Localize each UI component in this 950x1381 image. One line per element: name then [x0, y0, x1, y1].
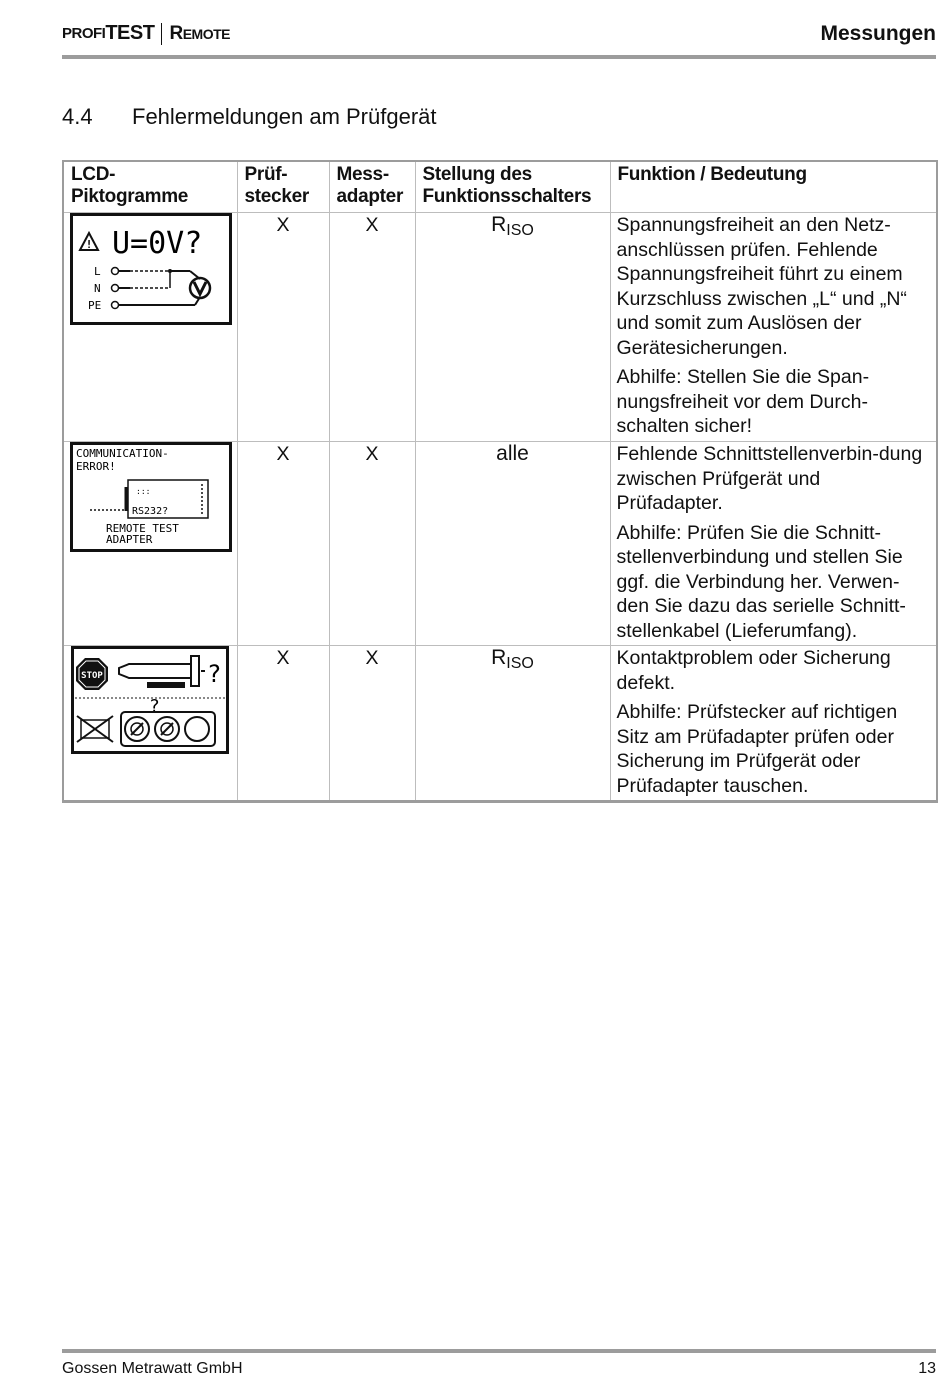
- lcd-voltage-icon: [70, 213, 232, 325]
- footer-company: Gossen Metrawatt GmbH: [62, 1360, 243, 1377]
- table-row: [63, 213, 937, 442]
- switch-position: [415, 442, 610, 646]
- lcd-pictogram-communication: [63, 442, 237, 646]
- page-header: [62, 18, 936, 48]
- lcd-comm-port: RS232?: [132, 506, 169, 517]
- col-header-plug-line1: Prüf-: [244, 164, 288, 185]
- col-header-function: Funktion / Bedeutung: [610, 161, 937, 213]
- brand-remote-initial: R: [169, 22, 183, 44]
- lcd-pictogram-contact: [63, 646, 237, 802]
- function-description: [610, 213, 937, 442]
- col-header-plug-line2: stecker: [244, 186, 309, 207]
- footer-rule: [62, 1349, 936, 1353]
- section-name: Messungen: [820, 22, 936, 45]
- remedy-text: Abhilfe: Prüfstecker auf richtigen Sitz am Prüfadapter prüfen oder Sicherung im Prüfgerät oder Prüfadapter tauschen.: [616, 701, 898, 797]
- col-header-adapter-line2: adapter: [336, 186, 404, 207]
- table-header-row: [63, 161, 937, 213]
- lcd-question-1: ?: [207, 660, 222, 688]
- brand-separator: [161, 23, 162, 45]
- col-header-adapter-line1: Mess-: [336, 164, 389, 185]
- col-header-switch-line2: Funktionsschalters: [422, 186, 592, 207]
- lcd-comm-line2: ERROR!: [76, 460, 116, 473]
- remedy-text: Abhilfe: Prüfen Sie die Schnitt-stellenverbindung und stellen Sie ggf. die Verbindung her. Verwen-den Sie dazu das serielle Schnitt-stellenkabel (Lieferumfang).: [616, 521, 906, 642]
- plug-mark: X: [237, 442, 329, 646]
- table-row: [63, 442, 937, 646]
- brand-test: TEST: [105, 22, 155, 44]
- switch-position: [415, 646, 610, 802]
- col-header-plug: [237, 161, 329, 213]
- lcd-comm-line4: ADAPTER: [106, 533, 153, 546]
- switch-main: alle: [496, 442, 529, 465]
- error-message-table: [62, 160, 938, 803]
- brand-profi: PROFI: [62, 25, 106, 42]
- remedy-text: Abhilfe: Stellen Sie die Span-nungsfreiheit vor dem Durch-schalten sicher!: [616, 366, 870, 437]
- adapter-mark: X: [329, 213, 415, 442]
- lcd-contact-icon: [71, 646, 229, 754]
- switch-main: R: [491, 646, 507, 669]
- stop-label: STOP: [81, 671, 104, 681]
- function-text: Fehlende Schnittstellenverbin-dung zwischen Prüfgerät und Prüfadapter.: [616, 443, 923, 514]
- function-text: Kontaktproblem oder Sicherung defekt.: [616, 647, 891, 694]
- switch-sub: ISO: [506, 655, 534, 672]
- col-header-pictogram: LCD-Piktogramme: [63, 161, 237, 213]
- lcd-label-n: N: [94, 282, 101, 295]
- lcd-question-2: ?: [149, 696, 161, 717]
- adapter-mark: X: [329, 646, 415, 802]
- lcd-comm-line1: COMMUNICATION-: [76, 447, 169, 460]
- section-number: 4.4: [62, 104, 93, 129]
- brand-remote: [169, 23, 230, 45]
- lcd-communication-icon: [70, 442, 232, 552]
- col-header-adapter: [329, 161, 415, 213]
- brand-logo: [62, 22, 230, 45]
- switch-position: [415, 213, 610, 442]
- table-row: [63, 646, 937, 802]
- lcd-label-pe: PE: [88, 299, 102, 312]
- section-title: Fehlermeldungen am Prüfgerät: [132, 104, 437, 129]
- section-heading: [62, 104, 437, 130]
- lcd-voltage-text: U=0V?: [112, 226, 203, 261]
- col-header-switch: [415, 161, 610, 213]
- lcd-pictogram-voltage: [63, 213, 237, 442]
- col-header-switch-line1: Stellung des: [422, 164, 532, 185]
- function-description: [610, 646, 937, 802]
- lcd-comm-line3: REMOTE TEST: [106, 522, 179, 535]
- svg-text::::: :::: [136, 487, 151, 496]
- function-description: [610, 442, 937, 646]
- switch-sub: ISO: [506, 222, 534, 239]
- lcd-label-l: L: [94, 265, 101, 278]
- adapter-mark: X: [329, 442, 415, 646]
- function-text: Spannungsfreiheit an den Netz-anschlüssen prüfen. Fehlende Spannungsfreiheit führt zu einem Kurzschluss zwischen „L“ und „N“ und somit zum Auslösen der Gerätesicherungen.: [616, 214, 907, 359]
- plug-mark: X: [237, 213, 329, 442]
- header-rule: [62, 55, 936, 59]
- svg-text:!: !: [85, 238, 93, 251]
- brand-remote-rest: EMOTE: [182, 25, 230, 42]
- plug-mark: X: [237, 646, 329, 802]
- page-number: 13: [918, 1360, 936, 1377]
- switch-main: R: [491, 213, 507, 236]
